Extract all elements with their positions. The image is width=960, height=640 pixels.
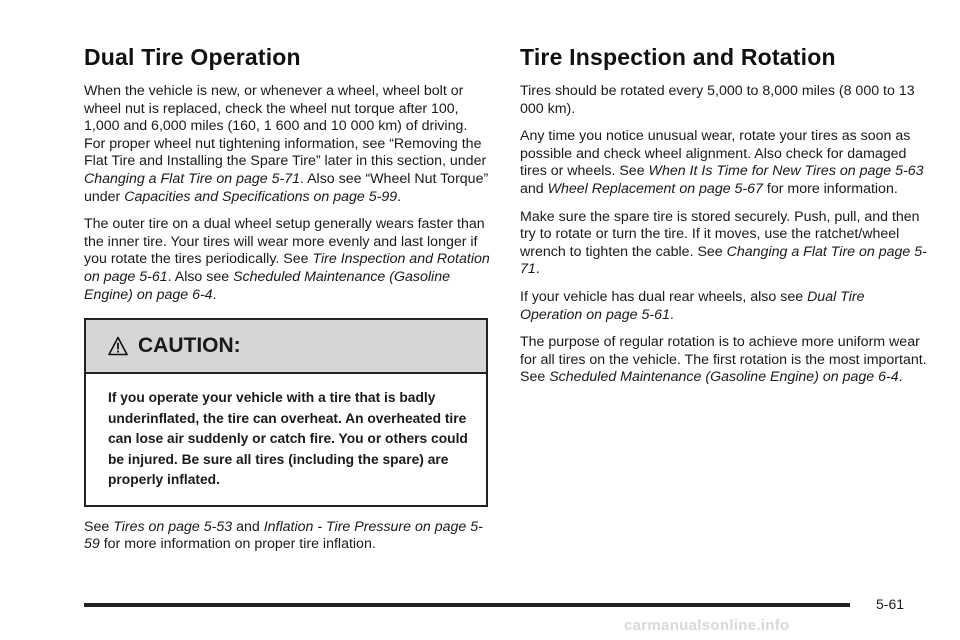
text: . [669, 306, 674, 323]
text: Make sure the spare tire is stored securely. Push, pull, and then try to rotate or turn the tire. If it moves, use the ratchet/wheel wrench to tighten the cable. See [520, 208, 920, 260]
paragraph-dual-tire-wear [84, 216, 490, 304]
text: . [397, 188, 402, 205]
paragraph-dual-tire-torque [84, 83, 490, 206]
paragraph-rotation-purpose [520, 334, 930, 387]
text: When the vehicle is new, or whenever a wheel, wheel bolt or wheel nut is replaced, check the wheel nut torque after 100, 1,000 and 6,000 miles (160, 1 600 and 10 000 km) of driving. For proper wheel nut tightening information, see “Removing the Flat Tire and Installing the Spare Tire” later in this section, under [84, 83, 487, 170]
section-title-tire-rotation: Tire Inspection and Rotation [520, 44, 836, 70]
section-title-dual-tire: Dual Tire Operation [84, 44, 301, 70]
cross-reference: Scheduled Maintenance (Gasoline Engine) on page 6-4 [549, 369, 899, 386]
cross-reference: Changing a Flat Tire on page 5-71 [520, 243, 927, 278]
text: and [520, 180, 548, 197]
text: . Also see “Wheel Nut Torque” under [84, 170, 489, 205]
cross-reference: When It Is Time for New Tires on page 5-63 [648, 163, 924, 180]
right-column [520, 44, 930, 397]
text: for more information on proper tire inflation. [99, 536, 376, 553]
text: . [898, 369, 903, 386]
paragraph-unusual-wear [520, 128, 930, 198]
text: and [232, 518, 264, 535]
cross-reference: Inflation - Tire Pressure on page 5-59 [84, 518, 483, 553]
caution-text: If you operate your vehicle with a tire that is badly underinflated, the tire can overheat. An overheated tire can lose air suddenly or catch fire. You or others could be injured. Be sure all tires (including the spare) are properly inflated. [108, 390, 468, 488]
paragraph-see-tires [84, 519, 490, 554]
text: The purpose of regular rotation is to achieve more uniform wear for all tires on the vehicle. The first rotation is the most important. See [520, 334, 927, 386]
caution-header [86, 320, 486, 374]
warning-triangle-icon [108, 336, 128, 356]
text: If your vehicle has dual rear wheels, also see [520, 288, 808, 305]
paragraph-dual-rear-wheels [520, 289, 930, 324]
left-column [84, 44, 490, 564]
paragraph-rotation-interval: Tires should be rotated every 5,000 to 8,000 miles (8 000 to 13 000 km). [520, 83, 915, 117]
paragraph-spare-tire [520, 209, 930, 279]
cross-reference: Wheel Replacement on page 5-67 [547, 180, 763, 197]
text: . Also see [167, 268, 234, 285]
cross-reference: Tires on page 5-53 [113, 518, 233, 535]
cross-reference: Scheduled Maintenance (Gasoline Engine) on page 6-4 [84, 268, 450, 303]
text: See [84, 518, 114, 535]
cross-reference: Tire Inspection and Rotation on page 5-61 [84, 251, 490, 285]
caution-box [84, 318, 488, 507]
text: . [535, 261, 540, 278]
cross-reference: Changing a Flat Tire on page 5-71 [84, 170, 300, 187]
cross-reference: Capacities and Specifications on page 5-99 [124, 188, 398, 205]
cross-reference: Dual Tire Operation on page 5-61 [520, 288, 865, 323]
watermark-text: carmanualsonline.info [624, 617, 790, 634]
text: Any time you notice unusual wear, rotate your tires as soon as possible and check wheel alignment. Also check for damaged tires or wheels. See [520, 128, 911, 180]
page-number: 5-61 [876, 596, 905, 612]
text: . [212, 286, 217, 303]
caution-title: CAUTION: [138, 334, 241, 358]
text: for more information. [762, 180, 898, 197]
text: The outer tire on a dual wheel setup generally wears faster than the inner tire. Your tires will wear more evenly and last longer if you rotate the tires periodically. See [84, 216, 485, 268]
footer-rule [84, 603, 850, 607]
